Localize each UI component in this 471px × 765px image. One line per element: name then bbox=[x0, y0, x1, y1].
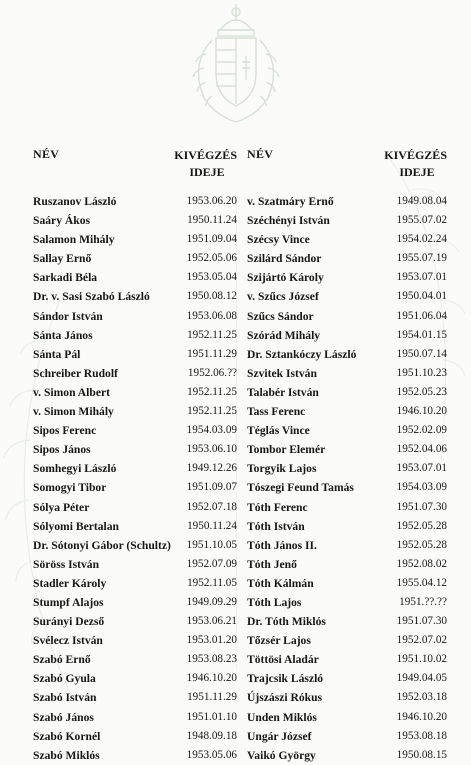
table-row bbox=[247, 478, 447, 497]
person-name: Unden Miklós bbox=[247, 710, 317, 724]
execution-date: 1952.05.28 bbox=[396, 538, 447, 551]
execution-date: 1950.07.14 bbox=[396, 347, 447, 360]
execution-date: 1951.01.10 bbox=[186, 710, 237, 723]
person-name: Trajcsik László bbox=[247, 672, 324, 686]
execution-date: 1953.06.20 bbox=[186, 195, 237, 207]
execution-date: 1954.01.15 bbox=[396, 328, 447, 341]
person-name: Svélecz István bbox=[33, 634, 103, 648]
table-row bbox=[33, 307, 237, 326]
execution-date: 1946.10.20 bbox=[186, 672, 237, 685]
person-name: Saáry Ákos bbox=[33, 214, 91, 228]
execution-date: 1951.10.02 bbox=[396, 653, 447, 666]
execution-date: 1951.10.23 bbox=[396, 366, 447, 379]
table-row bbox=[247, 230, 447, 249]
person-name: Sipos János bbox=[33, 443, 91, 457]
person-name: Salamon Mihály bbox=[33, 233, 115, 247]
execution-date: 1953.08.18 bbox=[396, 729, 447, 742]
table-row bbox=[247, 326, 447, 345]
person-name: Sólyomi Bertalan bbox=[33, 519, 119, 533]
table-row bbox=[33, 383, 237, 402]
execution-date: 1951.07.30 bbox=[396, 615, 447, 628]
person-name: Schreiber Rudolf bbox=[33, 366, 118, 380]
table-row bbox=[33, 593, 237, 612]
person-name: Dr. Tóth Miklós bbox=[247, 615, 326, 629]
person-name: v. Simon Albert bbox=[33, 385, 110, 399]
execution-date: 1952.08.02 bbox=[396, 557, 447, 570]
date-header bbox=[163, 147, 237, 181]
person-name: Szórád Mihály bbox=[247, 328, 321, 342]
person-name: Sándor István bbox=[33, 309, 103, 323]
table-row bbox=[33, 746, 237, 765]
table-row bbox=[247, 345, 447, 364]
table-row bbox=[33, 631, 237, 650]
execution-date: 1951.??.?? bbox=[399, 595, 447, 608]
person-name: Tóth István bbox=[247, 519, 305, 533]
table-row bbox=[33, 459, 237, 478]
person-name: Szabó Ernő bbox=[33, 653, 91, 667]
person-name: Sánta János bbox=[33, 328, 93, 342]
execution-date: 1953.06.10 bbox=[186, 443, 237, 456]
execution-date: 1951.10.05 bbox=[186, 538, 237, 551]
execution-date: 1952.07.09 bbox=[186, 557, 237, 570]
person-name: Ruszanov László bbox=[33, 195, 117, 208]
person-name: Szilárd Sándor bbox=[247, 252, 322, 266]
table-row bbox=[247, 612, 447, 631]
person-name: Tóth Jenő bbox=[247, 557, 297, 571]
table-row bbox=[33, 669, 237, 688]
execution-date: 1954.03.09 bbox=[186, 424, 237, 437]
execution-date: 1952.11.25 bbox=[187, 328, 237, 341]
table-row bbox=[33, 478, 237, 497]
table-row bbox=[247, 688, 447, 707]
execution-date: 1955.07.19 bbox=[396, 252, 447, 265]
execution-date: 1951.11.29 bbox=[187, 347, 237, 360]
person-name: Szijártó Károly bbox=[247, 271, 324, 285]
person-name: Szvitek István bbox=[247, 366, 317, 380]
table-row bbox=[247, 536, 447, 555]
execution-date: 1949.12.26 bbox=[186, 462, 237, 475]
table-row bbox=[247, 421, 447, 440]
name-header: NÉV bbox=[33, 147, 60, 161]
table-row bbox=[33, 287, 237, 306]
execution-date: 1946.10.20 bbox=[396, 405, 447, 418]
table-row bbox=[33, 498, 237, 517]
person-name: Szabó István bbox=[33, 691, 97, 705]
date-header-line2: IDEJE bbox=[189, 165, 225, 179]
date-header-line1: KIVÉGZÉS bbox=[174, 148, 237, 162]
execution-date: 1953.05.04 bbox=[186, 271, 237, 284]
date-header bbox=[373, 147, 447, 181]
table-row bbox=[247, 402, 447, 421]
execution-date: 1952.04.06 bbox=[396, 443, 447, 456]
table-row bbox=[33, 345, 237, 364]
execution-date: 1952.11.25 bbox=[187, 385, 237, 398]
table-row bbox=[247, 746, 447, 765]
table-row bbox=[33, 708, 237, 727]
table-row bbox=[247, 708, 447, 727]
table-row bbox=[33, 536, 237, 555]
execution-date: 1955.04.12 bbox=[396, 576, 447, 589]
person-name: v. Simon Mihály bbox=[33, 405, 114, 419]
person-name: Somogyi Tibor bbox=[33, 481, 107, 495]
table-row bbox=[33, 402, 237, 421]
table-row bbox=[247, 498, 447, 517]
execution-date: 1953.08.23 bbox=[186, 653, 237, 666]
person-name: Dr. Sótonyi Gábor (Schultz) bbox=[33, 538, 171, 552]
person-name: Szabó Miklós bbox=[33, 748, 100, 762]
table-row bbox=[33, 574, 237, 593]
person-name: Szabó Kornél bbox=[33, 729, 101, 743]
table-row bbox=[247, 364, 447, 383]
name-header: NÉV bbox=[247, 147, 274, 161]
person-name: Szécsy Vince bbox=[247, 233, 310, 247]
execution-date: 1950.08.12 bbox=[186, 290, 237, 303]
table-row bbox=[33, 555, 237, 574]
execution-date: 1953.05.06 bbox=[186, 748, 237, 761]
person-name: Széchényi István bbox=[247, 214, 330, 228]
person-name: v. Szatmáry Ernő bbox=[247, 195, 334, 208]
execution-date: 1951.06.04 bbox=[396, 309, 447, 322]
table-row bbox=[247, 669, 447, 688]
execution-date: 1952.05.23 bbox=[396, 385, 447, 398]
execution-date: 1953.01.20 bbox=[186, 634, 237, 647]
table-row bbox=[247, 192, 447, 211]
person-name: Ungár József bbox=[247, 729, 312, 743]
table-row bbox=[247, 440, 447, 459]
execution-date: 1952.03.18 bbox=[396, 691, 447, 704]
table-row bbox=[33, 517, 237, 536]
table-row bbox=[247, 574, 447, 593]
table-row bbox=[33, 727, 237, 746]
execution-date: 1951.11.29 bbox=[187, 691, 237, 704]
table-row bbox=[247, 593, 447, 612]
execution-date: 1953.07.01 bbox=[396, 271, 447, 284]
execution-date: 1954.02.24 bbox=[396, 233, 447, 246]
execution-date: 1952.06.?? bbox=[187, 366, 237, 379]
person-name: Szűcs Sándor bbox=[247, 309, 314, 323]
execution-date: 1952.05.28 bbox=[396, 519, 447, 532]
person-name: Tóth Kálmán bbox=[247, 576, 314, 590]
table-row bbox=[33, 421, 237, 440]
right-rows bbox=[247, 192, 447, 765]
execution-date: 1949.09.29 bbox=[186, 595, 237, 608]
person-name: Torgyik Lajos bbox=[247, 462, 317, 476]
person-name: v. Szűcs József bbox=[247, 290, 319, 304]
execution-date: 1950.08.15 bbox=[396, 748, 447, 761]
person-name: Sipos Ferenc bbox=[33, 424, 97, 438]
person-name: Szabó Gyula bbox=[33, 672, 96, 686]
table-row bbox=[33, 192, 237, 211]
table-row bbox=[247, 517, 447, 536]
person-name: Somhegyi László bbox=[33, 462, 117, 476]
person-name: Téglás Vince bbox=[247, 424, 310, 438]
person-name: Sólya Péter bbox=[33, 500, 90, 514]
execution-date: 1952.02.09 bbox=[396, 424, 447, 437]
person-name: Tószegi Feund Tamás bbox=[247, 481, 354, 495]
execution-date: 1953.07.01 bbox=[396, 462, 447, 475]
table-row bbox=[247, 287, 447, 306]
person-name: Sánta Pál bbox=[33, 347, 81, 361]
table-row bbox=[33, 211, 237, 230]
person-name: Tóth János II. bbox=[247, 538, 317, 552]
execution-date: 1950.11.24 bbox=[187, 214, 237, 227]
coat-of-arms-icon bbox=[176, 4, 296, 128]
execution-date: 1950.11.24 bbox=[187, 519, 237, 532]
person-name: Surányi Dezső bbox=[33, 615, 105, 629]
execution-date: 1952.11.05 bbox=[187, 576, 237, 589]
person-name: Tass Ferenc bbox=[247, 405, 306, 419]
execution-date: 1953.06.21 bbox=[186, 615, 237, 628]
table-row bbox=[247, 383, 447, 402]
table-row bbox=[247, 268, 447, 287]
table-row bbox=[247, 249, 447, 268]
execution-date: 1949.08.04 bbox=[396, 195, 447, 207]
table-row bbox=[33, 326, 237, 345]
person-name: Szabó János bbox=[33, 710, 94, 724]
person-name: Újszászi Rókus bbox=[247, 691, 323, 705]
execution-date: 1951.09.04 bbox=[186, 233, 237, 246]
table-row bbox=[33, 688, 237, 707]
execution-date: 1954.03.09 bbox=[396, 481, 447, 494]
person-name: Tóth Ferenc bbox=[247, 500, 308, 514]
table-row bbox=[247, 459, 447, 478]
person-name: Tóth Lajos bbox=[247, 595, 302, 609]
table-row bbox=[247, 727, 447, 746]
person-name: Töttösi Aladár bbox=[247, 653, 319, 667]
table-row bbox=[33, 440, 237, 459]
table-row bbox=[247, 650, 447, 669]
execution-date: 1952.07.18 bbox=[186, 500, 237, 513]
person-name: Tőzsér Lajos bbox=[247, 634, 311, 648]
table-row bbox=[247, 555, 447, 574]
table-row bbox=[33, 268, 237, 287]
person-name: Stumpf Alajos bbox=[33, 595, 104, 609]
date-header-line2: IDEJE bbox=[399, 165, 435, 179]
table-row bbox=[247, 307, 447, 326]
execution-date: 1952.05.06 bbox=[186, 252, 237, 265]
table-row bbox=[33, 249, 237, 268]
table-row bbox=[33, 650, 237, 669]
table-row bbox=[33, 612, 237, 631]
execution-date: 1950.04.01 bbox=[396, 290, 447, 303]
table-row bbox=[33, 230, 237, 249]
table-row bbox=[33, 364, 237, 383]
person-name: Vaikó György bbox=[247, 748, 316, 762]
person-name: Dr. v. Sasi Szabó László bbox=[33, 290, 150, 304]
execution-date: 1952.07.02 bbox=[396, 634, 447, 647]
execution-date: 1951.09.07 bbox=[186, 481, 237, 494]
person-name: Tombor Elemér bbox=[247, 443, 326, 457]
execution-date: 1949.04.05 bbox=[396, 672, 447, 685]
person-name: Stadler Károly bbox=[33, 576, 107, 590]
execution-date: 1953.06.08 bbox=[186, 309, 237, 322]
left-rows bbox=[33, 192, 237, 765]
person-name: Sarkadi Béla bbox=[33, 271, 98, 285]
date-header-line1: KIVÉGZÉS bbox=[384, 148, 447, 162]
table-row bbox=[247, 631, 447, 650]
execution-date: 1951.07.30 bbox=[396, 500, 447, 513]
person-name: Dr. Sztankóczy László bbox=[247, 347, 357, 361]
person-name: Sallay Ernő bbox=[33, 252, 92, 266]
execution-date: 1946.10.20 bbox=[396, 710, 447, 723]
execution-date: 1948.09.18 bbox=[186, 729, 237, 742]
execution-date: 1955.07.02 bbox=[396, 214, 447, 227]
person-name: Talabér István bbox=[247, 385, 319, 399]
person-name: Söröss István bbox=[33, 557, 100, 571]
execution-date: 1952.11.25 bbox=[187, 405, 237, 418]
table-row bbox=[247, 211, 447, 230]
